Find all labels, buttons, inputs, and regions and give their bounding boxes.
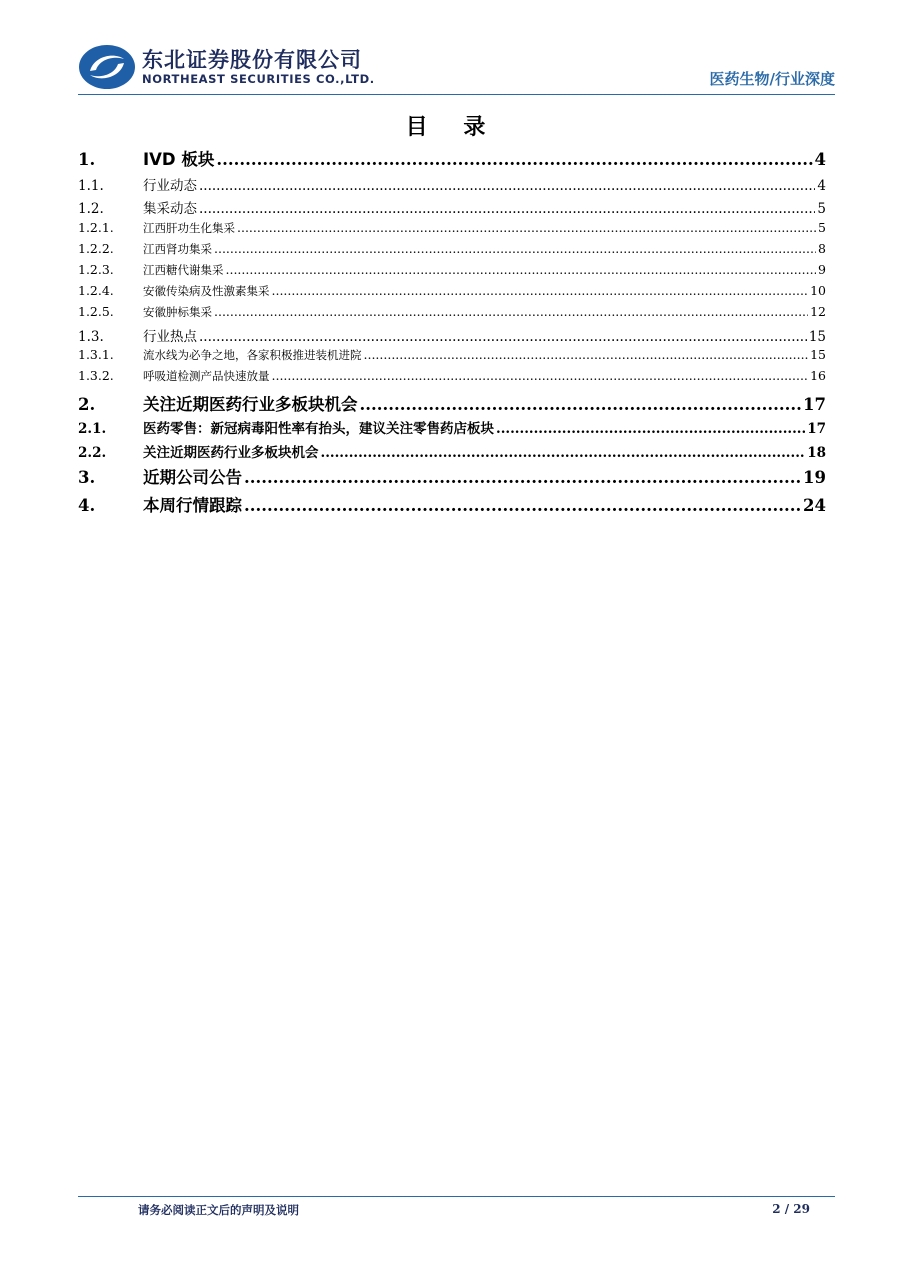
- toc-entry-number: 2.: [78, 395, 96, 414]
- toc-entry-page: 16: [810, 368, 826, 383]
- toc-entry-label: 江西糖代谢集采: [143, 263, 224, 277]
- toc-entry-label: 行业动态: [143, 178, 197, 194]
- toc-entry[interactable]: [78, 464, 826, 488]
- toc-entry-page: 24: [803, 496, 826, 515]
- company-name-en: NORTHEAST SECURITIES CO.,LTD.: [142, 72, 375, 86]
- toc-entry-label: 江西肾功集采: [143, 242, 212, 256]
- toc-entry-number: 1.2.2.: [78, 241, 114, 256]
- toc-entry[interactable]: [78, 174, 826, 194]
- toc-entry[interactable]: [78, 441, 826, 461]
- page-number: 2 / 29: [772, 1202, 810, 1216]
- toc-entry[interactable]: [78, 304, 826, 320]
- footer-divider: [78, 1196, 835, 1197]
- northeast-securities-logo-icon: [78, 44, 136, 90]
- toc-entry[interactable]: [78, 283, 826, 299]
- toc-leader-dots: [272, 368, 809, 383]
- toc-entry[interactable]: [78, 368, 826, 384]
- toc-leader-dots: [272, 283, 809, 298]
- toc-entry-label: 关注近期医药行业多板块机会: [143, 445, 319, 461]
- toc-leader-dots: [496, 421, 805, 437]
- toc-entry[interactable]: [78, 347, 826, 363]
- toc-entry-page: 15: [810, 347, 826, 362]
- report-section: 医药生物/行业深度: [709, 70, 835, 88]
- toc-leader-dots: [214, 241, 816, 256]
- toc-entry-page: 4: [814, 150, 826, 169]
- toc-entry-label: 安徽传染病及性激素集采: [143, 284, 270, 298]
- toc-entry[interactable]: [78, 325, 826, 345]
- toc-entry[interactable]: [78, 417, 826, 437]
- toc-entry-number: 1.: [78, 150, 96, 169]
- toc-entry-page: 5: [817, 201, 826, 217]
- toc-entry[interactable]: [78, 146, 826, 170]
- toc-entry-page: 8: [818, 241, 826, 256]
- toc-entry[interactable]: [78, 220, 826, 236]
- toc-entry-page: 4: [817, 178, 826, 194]
- toc-entry-number: 1.3.1.: [78, 347, 114, 362]
- toc-leader-dots: [216, 150, 812, 169]
- toc-entry-label: 安徽肿标集采: [143, 305, 212, 319]
- toc-entry-number: 1.2.3.: [78, 262, 114, 277]
- toc-entry-number: 1.1.: [78, 178, 104, 194]
- toc-leader-dots: [237, 220, 816, 235]
- toc-leader-dots: [226, 262, 817, 277]
- toc-entry-number: 1.3.: [78, 329, 104, 345]
- toc-entry-label: 本周行情跟踪: [143, 496, 242, 515]
- toc-entry-page: 10: [810, 283, 826, 298]
- toc-entry-number: 1.2.1.: [78, 220, 114, 235]
- toc-entry[interactable]: [78, 262, 826, 278]
- toc-entry-label: 流水线为必争之地，各家积极推进装机进院: [143, 348, 362, 362]
- toc-entry-number: 3.: [78, 468, 96, 487]
- toc-entry-label: 行业热点: [143, 329, 197, 345]
- toc-entry-page: 17: [807, 421, 826, 437]
- toc-entry-number: 4.: [78, 496, 96, 515]
- toc-entry-page: 5: [818, 220, 826, 235]
- toc-entry-number: 2.1.: [78, 421, 107, 437]
- toc-leader-dots: [199, 329, 807, 345]
- toc-entry-label: 关注近期医药行业多板块机会: [143, 395, 358, 414]
- toc-entry-label: 江西肝功生化集采: [143, 221, 235, 235]
- toc-entry[interactable]: [78, 492, 826, 516]
- toc-entry-page: 19: [803, 468, 826, 487]
- toc-leader-dots: [214, 304, 808, 319]
- toc-leader-dots: [199, 178, 815, 194]
- toc-entry-label: 集采动态: [143, 201, 197, 217]
- toc-entry-number: 1.3.2.: [78, 368, 114, 383]
- toc-entry-number: 1.2.4.: [78, 283, 114, 298]
- toc-entry-page: 18: [807, 445, 826, 461]
- toc-entry-page: 15: [808, 329, 826, 345]
- toc-entry[interactable]: [78, 391, 826, 415]
- header-divider: [78, 94, 835, 95]
- toc-entry[interactable]: [78, 197, 826, 217]
- toc-entry-page: 9: [818, 262, 826, 277]
- footer-disclaimer: 请务必阅读正文后的声明及说明: [138, 1203, 299, 1217]
- toc-entry-page: 17: [803, 395, 826, 414]
- toc-entry-page: 12: [810, 304, 826, 319]
- toc-leader-dots: [199, 201, 815, 217]
- page-header: [78, 40, 835, 94]
- toc-entry-label: 近期公司公告: [143, 468, 242, 487]
- toc-leader-dots: [244, 468, 801, 487]
- toc-entry[interactable]: [78, 241, 826, 257]
- toc-title: 目 录: [405, 115, 500, 140]
- toc-entry-number: 1.2.: [78, 201, 104, 217]
- toc-leader-dots: [364, 347, 809, 362]
- toc-leader-dots: [321, 445, 806, 461]
- toc-entry-label: IVD 板块: [143, 150, 215, 169]
- company-name-cn: 东北证券股份有限公司: [142, 48, 362, 72]
- toc-entry-number: 2.2.: [78, 445, 107, 461]
- toc-leader-dots: [360, 395, 802, 414]
- toc-entry-label: 医药零售：新冠病毒阳性率有抬头，建议关注零售药店板块: [143, 421, 494, 437]
- toc-entry-label: 呼吸道检测产品快速放量: [143, 369, 270, 383]
- toc-leader-dots: [244, 496, 801, 515]
- toc-entry-number: 1.2.5.: [78, 304, 114, 319]
